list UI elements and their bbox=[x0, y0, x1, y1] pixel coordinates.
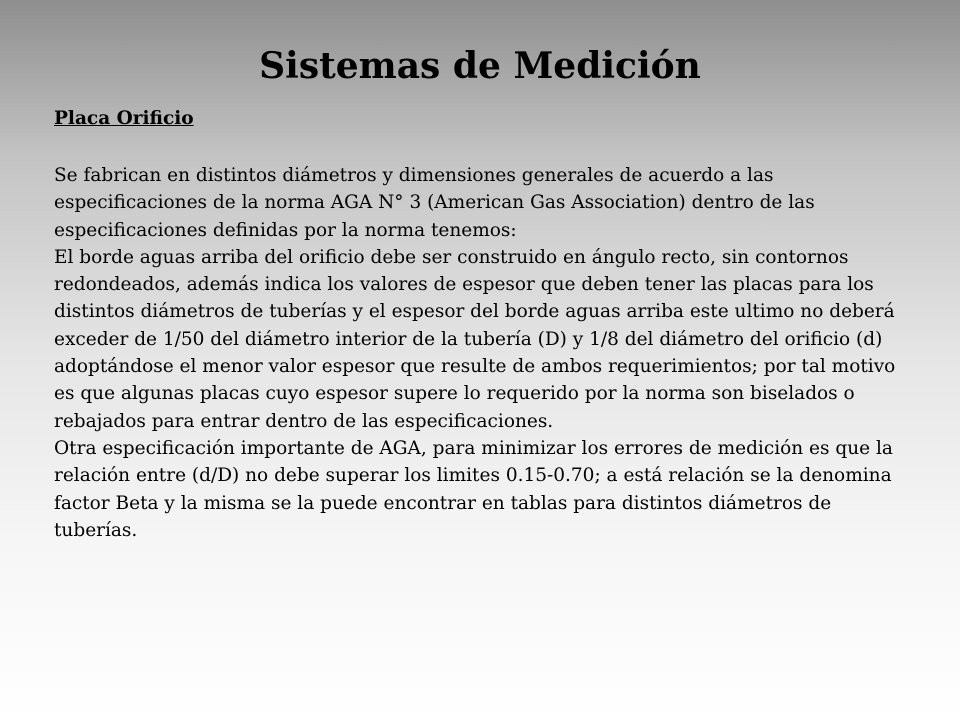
paragraph-intro: Se fabrican en distintos diámetros y dimensiones generales de acuerdo a las especificaciones de la norma AGA N° 3 (American Gas Association) dentro de las especificaciones definidas por la norma tenemos: bbox=[54, 165, 815, 241]
section-heading: Placa Orificio bbox=[54, 108, 194, 129]
paragraph-beta-ratio: Otra especificación importante de AGA, para minimizar los errores de medición es que la relación entre (d/D) no debe superar los limites 0.15-0.70; a está relación se la denomina factor Beta y la misma se la puede encontrar en tablas para distintos diámetros de tuberías. bbox=[54, 437, 893, 541]
blank-line bbox=[54, 133, 916, 162]
slide-title: Sistemas de Medición bbox=[259, 45, 701, 87]
paragraph-edge-spec: El borde aguas arriba del orificio debe ser construido en ángulo recto, sin contornos redondeados, además indica los valores de espesor que deben tener las placas para los distintos diámetros de tuberías y el espesor del borde aguas arriba este ultimo no deberá exceder de 1/50 del diámetro interior de la tubería (D) y 1/8 del diámetro del orificio (d) adoptándose el menor valor espesor que resulte de ambos requerimientos; por tal motivo es que algunas placas cuyo espesor supere lo requerido por la norma son biselados o rebajados para entrar dentro de las especificaciones. bbox=[54, 246, 896, 432]
slide-body bbox=[54, 104, 916, 544]
